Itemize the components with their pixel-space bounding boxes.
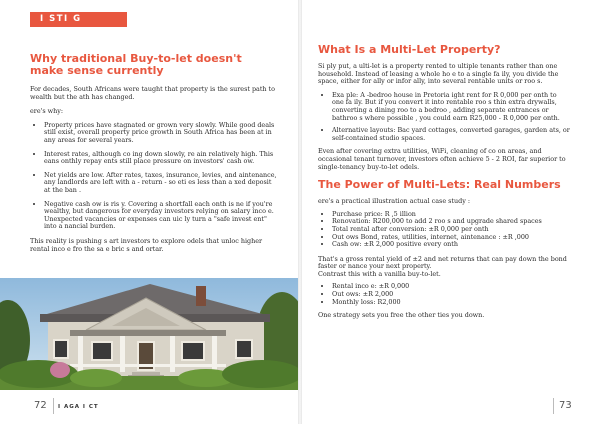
example-intro: ere's a practical illustration actual case study :	[318, 197, 470, 206]
footer-rule-left	[53, 398, 54, 414]
right-body	[318, 44, 570, 320]
list-item: • Cash ow: ±R 2,000 positive every onth	[332, 241, 570, 249]
list-item: • Out ows Bond, rates, utilities, internet, aintenance : ±R ,000	[332, 234, 570, 242]
section-tag: I STI G	[30, 12, 127, 27]
list-item: • Monthly loss: R2,000	[332, 299, 570, 307]
house-photo	[0, 278, 298, 390]
list-item: • Rental inco e: ±R 0,000	[332, 283, 570, 291]
right-heading-1: What Is a Multi-Let Property?	[318, 43, 501, 56]
left-bullets	[30, 122, 278, 231]
right-para-1: Si ply put, a ulti-let is a property rented to ultiple tenants rather than one household. Instead of leasing a whole ho e to a single fa ily, you divide the space, either for ally or infor ally, into several rentable units or roo s.	[318, 62, 559, 86]
left-heading-block	[30, 53, 278, 77]
left-heading: Why traditional Buy-to-let doesn't make sense currently	[30, 52, 242, 77]
list-item: • Renovation: R200,000 to add 2 roo s and upgrade shared spaces	[332, 218, 570, 226]
footer-rule-right	[553, 398, 554, 414]
list-item: • Alternative layouts: Bac yard cottages, converted garages, garden ats, or self-contained studio spaces.	[332, 127, 570, 142]
list-item: • Total rental after conversion: ±R 0,000 per onth	[332, 226, 570, 234]
heres-why: ere's why:	[30, 107, 64, 116]
list-item: • Negative cash ow is ris y. Covering a shortfall each onth is ne if you're wealthy, but dangerous for everyday investors relying on salary inco e. Unexpected vacancies or expenses can uic ly turn a "safe invest ent" into a nancial burden.	[44, 201, 278, 231]
right-bullets-1	[318, 92, 570, 143]
right-heading-2: The Power of Multi-Lets: Real Numbers	[318, 178, 561, 192]
right-bullets-2	[318, 211, 570, 249]
right-para-4: Contrast this with a vanilla buy-to-let.	[318, 269, 441, 278]
left-body	[30, 86, 278, 253]
list-item: • Purchase price: R ,5 illion	[332, 211, 570, 219]
right-page	[302, 0, 600, 424]
right-closing: One strategy sets you free the other ties you down.	[318, 311, 485, 320]
right-bullets-3	[318, 283, 570, 306]
page-number-right: 73	[559, 400, 572, 411]
list-item: • Property prices have stagnated or grown very slowly. While good deals still exist, overall property price growth in South Africa has been at in any areas for several years.	[44, 122, 278, 145]
footer-title: I AGA I CT	[58, 404, 99, 410]
list-item: • Out ows: ±R 2,000	[332, 291, 570, 299]
list-item: • Interest rates, although co ing down slowly, re ain relatively high. This eans onthly repay ents still place pressure on investors' cash ow.	[44, 151, 278, 166]
right-para-2: Even after covering extra utilities, WiFi, cleaning of co on areas, and occasional tenant turnover, investors often achieve 5 - 2 ROI, far superior to single-tenancy buy-to-let odels.	[318, 147, 566, 171]
right-para-3: That's a gross rental yield of ±2 and net returns that can pay down the bond faster or nance your next property.	[318, 254, 567, 271]
list-item: • Net yields are low. After rates, taxes, insurance, levies, and aintenance, any landlords are left with a - return - so eti es less than a xed deposit at the ban .	[44, 172, 278, 195]
list-item: • Exa ple: A -bedroo house in Pretoria ight rent for R 0,000 per onth to one fa ily. But if you convert it into rentable roo s thin extra drywalls, converting a dining roo to a bedroo , adding separate entrances or bathroo s where possible , you could earn R25,000 - R 0,000 per onth.	[332, 92, 570, 122]
left-closing: This reality is pushing s art investors to explore odels that unloc higher rental inco e fro the sa e bric s and ortar.	[30, 236, 263, 253]
page-number-left: 72	[34, 400, 47, 411]
left-intro: For decades, South Africans were taught that property is the surest path to wealth but the ath has changed.	[30, 85, 275, 101]
left-page	[0, 0, 298, 424]
